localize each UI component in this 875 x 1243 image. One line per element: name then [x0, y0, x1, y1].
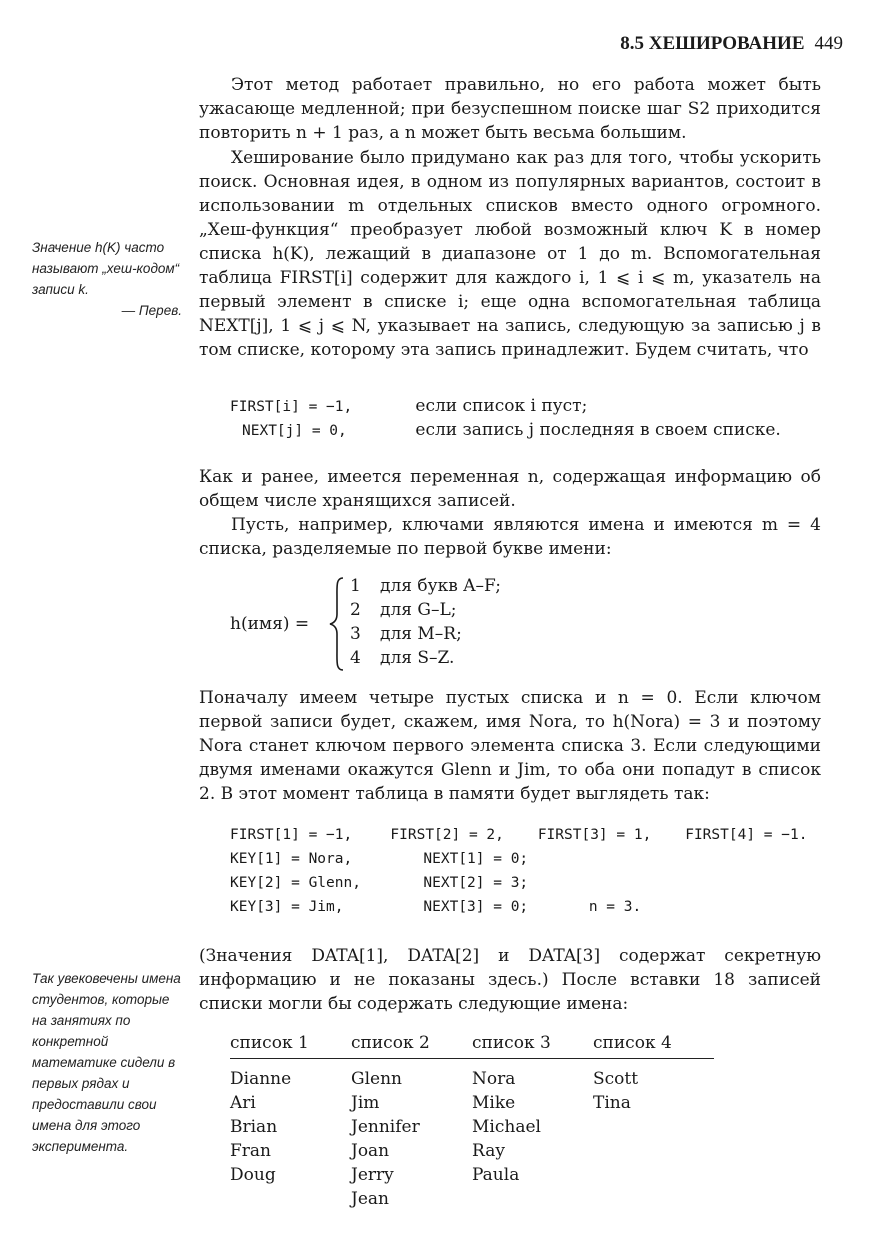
- first-1: FIRST[1] = −1,: [230, 827, 353, 843]
- paragraph-6-text: (Значения DATA[1], DATA[2] и DATA[3] содержат секретную информацию и не показаны здесь.) После вставки 18 записей списки могли бы содержать следующие имена:: [199, 946, 821, 1014]
- next-1: NEXT[1] = 0;: [423, 851, 529, 867]
- table-cell: Fran: [230, 1141, 272, 1161]
- margin-note-students: [32, 968, 182, 1157]
- table-cell: Mike: [472, 1093, 516, 1113]
- column-header: список 1: [230, 1030, 351, 1059]
- first-3: FIRST[3] = 1,: [537, 827, 652, 843]
- paragraph-3: [199, 465, 821, 513]
- paragraph-1: [199, 73, 821, 145]
- table-cell: Glenn: [351, 1069, 402, 1089]
- case-number: 4: [350, 648, 361, 668]
- display-first-eq: FIRST[i] = −1,: [230, 399, 353, 415]
- table-row: [230, 1139, 714, 1163]
- next-3: NEXT[3] = 0;: [423, 899, 529, 915]
- paragraph-6: [199, 944, 821, 1016]
- column-header: список 3: [472, 1030, 593, 1059]
- key-2: KEY[2] = Glenn,: [230, 875, 361, 891]
- table-cell: Michael: [472, 1117, 541, 1137]
- table-row: [230, 1187, 714, 1211]
- table-cell: Dianne: [230, 1069, 292, 1089]
- table-cell: Joan: [351, 1141, 390, 1161]
- table-cell: Ari: [230, 1093, 256, 1113]
- table-row: [230, 1115, 714, 1139]
- left-brace-icon: [328, 576, 346, 672]
- display-first-next: [230, 394, 830, 442]
- table-cell: Nora: [472, 1069, 516, 1089]
- display-next-eq: NEXT[j] = 0,: [242, 423, 347, 439]
- paragraph-4: [199, 513, 821, 561]
- table-row: [230, 1091, 714, 1115]
- case-number: 3: [350, 624, 361, 644]
- case-text: для S–Z.: [380, 648, 455, 668]
- cases-display: [230, 574, 630, 674]
- case-text: для M–R;: [380, 624, 462, 644]
- table-cell: [593, 1163, 714, 1187]
- case-text: для букв A–F;: [380, 576, 501, 596]
- table-cell: Jerry: [351, 1165, 394, 1185]
- table-cell: Ray: [472, 1141, 505, 1161]
- table-cell: [230, 1187, 351, 1211]
- paragraph-4-text: Пусть, например, ключами являются имена и имеются m = 4 списка, разделяемые по первой букве имени:: [199, 515, 821, 559]
- margin-note-hash-code: [32, 237, 182, 321]
- table-cell: [593, 1115, 714, 1139]
- column-header: список 2: [351, 1030, 472, 1059]
- margin-note-students-text: Так увековечены имена студентов, которые на занятиях по конкретной математике сидели в первых рядах и предоставили свои имена для этого эксперимента.: [32, 971, 181, 1154]
- paragraph-1-text: Этот метод работает правильно, но его работа может быть ужасающе медленной; при безуспешном поиске шаг S2 приходится повторить n + 1 раз, а n может быть весьма большим.: [199, 75, 821, 143]
- table-cell: Tina: [593, 1093, 631, 1113]
- table-cell: Jim: [351, 1093, 380, 1113]
- running-head: [620, 32, 843, 56]
- table-cell: [593, 1139, 714, 1163]
- cases-lhs: h(имя) =: [230, 614, 310, 634]
- key-3: KEY[3] = Jim,: [230, 899, 344, 915]
- table-cell: Jean: [351, 1189, 389, 1209]
- table-cell: Doug: [230, 1165, 276, 1185]
- paragraph-5: [199, 686, 821, 806]
- names-table: [230, 1030, 714, 1211]
- table-cell: [472, 1187, 593, 1211]
- key-1: KEY[1] = Nora,: [230, 851, 353, 867]
- table-cell: [593, 1187, 714, 1211]
- margin-note-hash-code-text: Значение h(K) часто называют „хеш-кодом“ записи k.: [32, 240, 180, 297]
- column-header: список 4: [593, 1030, 714, 1059]
- table-cell: Scott: [593, 1069, 639, 1089]
- first-2: FIRST[2] = 2,: [390, 827, 504, 843]
- display-next-cond: если запись j последняя в своем списке.: [415, 420, 781, 440]
- display-memory-table: [230, 822, 830, 918]
- table-cell: Paula: [472, 1165, 520, 1185]
- section-title: 8.5 ХЕШИРОВАНИЕ: [620, 33, 805, 54]
- table-row: [230, 1163, 714, 1187]
- first-4: FIRST[4] = −1.: [685, 827, 808, 843]
- margin-note-translator: — Перев.: [121, 303, 182, 318]
- paragraph-2-text: Хеширование было придумано как раз для того, чтобы ускорить поиск. Основная идея, в одном из популярных вариантов, состоит в использовании m отдельных списков вместо одного огромного. „Хеш-функция“ преобразует любой возможный ключ K в номер списка h(K), лежащий в диапазоне от 1 до m. Вспомогательная таблица FIRST[i] содержит для каждого i, 1 ⩽ i ⩽ m, указатель на первый элемент в списке i; еще одна вспомогательная таблица NEXT[j], 1 ⩽ j ⩽ N, указывает на запись, следующую за записью j в том списке, которому эта запись принадлежит. Будем считать, что: [199, 148, 821, 360]
- record-count: n = 3.: [588, 899, 642, 915]
- case-text: для G–L;: [380, 600, 457, 620]
- table-cell: Jennifer: [351, 1117, 420, 1137]
- names-table-wrap: [230, 1030, 714, 1211]
- paragraph-3-text: Как и ранее, имеется переменная n, содержащая информацию об общем числе хранящихся записей.: [199, 467, 821, 511]
- case-number: 1: [350, 576, 361, 596]
- page-number: 449: [814, 33, 843, 54]
- table-cell: Brian: [230, 1117, 278, 1137]
- next-2: NEXT[2] = 3;: [423, 875, 529, 891]
- paragraph-2: [199, 146, 821, 362]
- display-first-cond: если список i пуст;: [415, 396, 588, 416]
- case-number: 2: [350, 600, 361, 620]
- paragraph-5-text: Поначалу имеем четыре пустых списка и n = 0. Если ключом первой записи будет, скажем, имя Nora, то h(Nora) = 3 и поэтому Nora станет ключом первого элемента списка 3. Если следующими двумя именами окажутся Glenn и Jim, то оба они попадут в список 2. В этот момент таблица в памяти будет выглядеть так:: [199, 688, 821, 804]
- table-row: [230, 1059, 714, 1092]
